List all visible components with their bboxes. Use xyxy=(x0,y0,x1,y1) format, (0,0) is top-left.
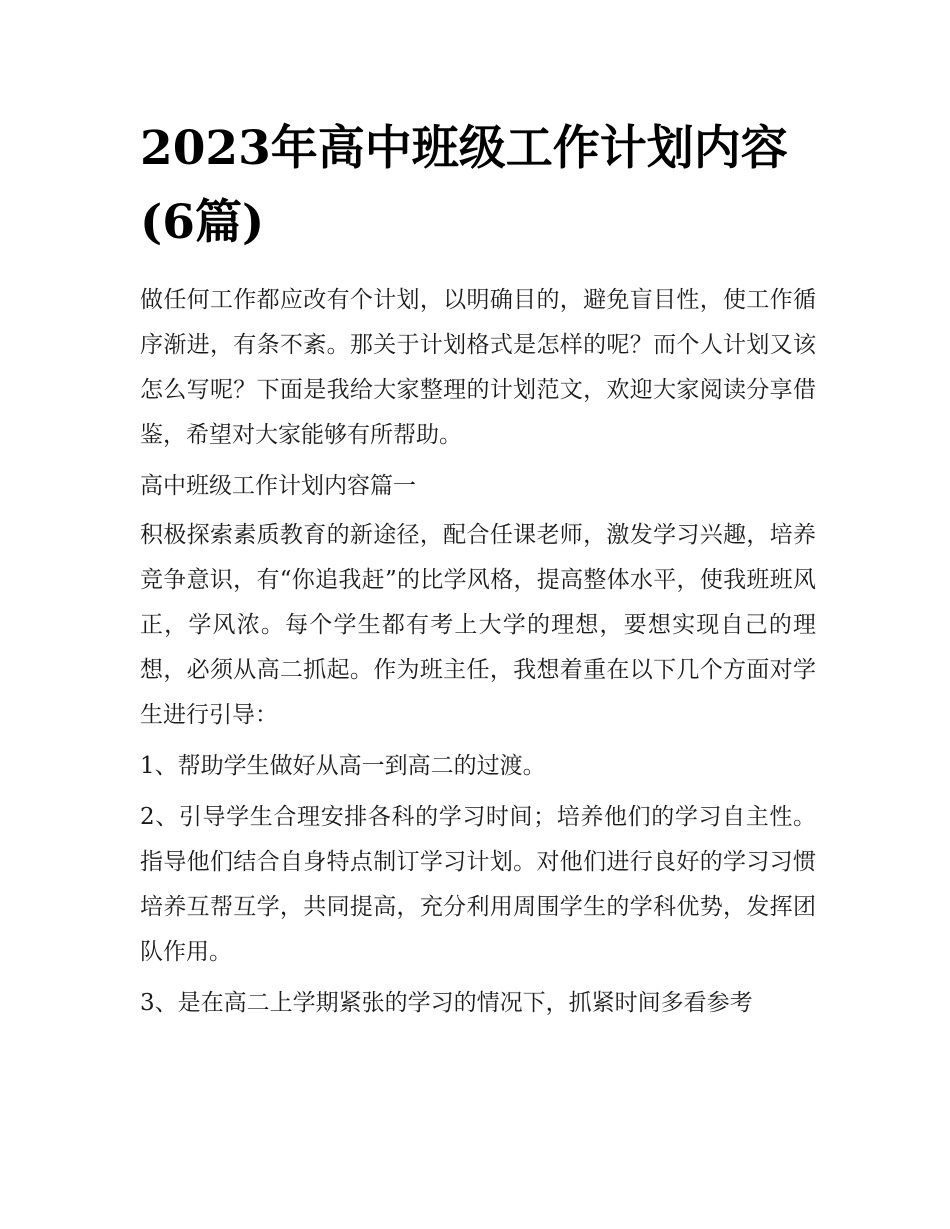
list-item-3: 3、是在高二上学期紧张的学习的情况下，抓紧时间多看参考 xyxy=(140,990,753,1016)
body-paragraph: 积极探索素质教育的新途径，配合任课老师，激发学习兴趣，培养竞争意识，有“你追我赶”的比学风格，提高整体水平，使我班班风正，学风浓。每个学生都有考上大学的理想，要想实现自己的理想，必须从高二抓起。作为班主任，我想着重在以下几个方面对学生进行引导： xyxy=(140,522,816,728)
document-body xyxy=(140,278,816,1026)
document-content xyxy=(140,112,816,1032)
section-heading: 高中班级工作计划内容篇一 xyxy=(140,473,416,499)
list-item-1: 1、帮助学生做好从高一到高二的过渡。 xyxy=(140,753,546,779)
intro-paragraph: 做任何工作都应改有个计划，以明确目的，避免盲目性，使工作循序渐进，有条不紊。那关于计划格式是怎样的呢？而个人计划又该怎么写呢？下面是我给大家整理的计划范文，欢迎大家阅读分享借鉴，希望对大家能够有所帮助。 xyxy=(140,287,816,448)
list-item-2: 2、引导学生合理安排各科的学习时间；培养他们的学习自主性。指导他们结合自身特点制订学习计划。对他们进行良好的学习习惯培养互帮互学，共同提高，充分利用周围学生的学科优势，发挥团队作用。 xyxy=(140,804,816,965)
document-title: 2023年高中班级工作计划内容(6篇) xyxy=(140,121,788,250)
